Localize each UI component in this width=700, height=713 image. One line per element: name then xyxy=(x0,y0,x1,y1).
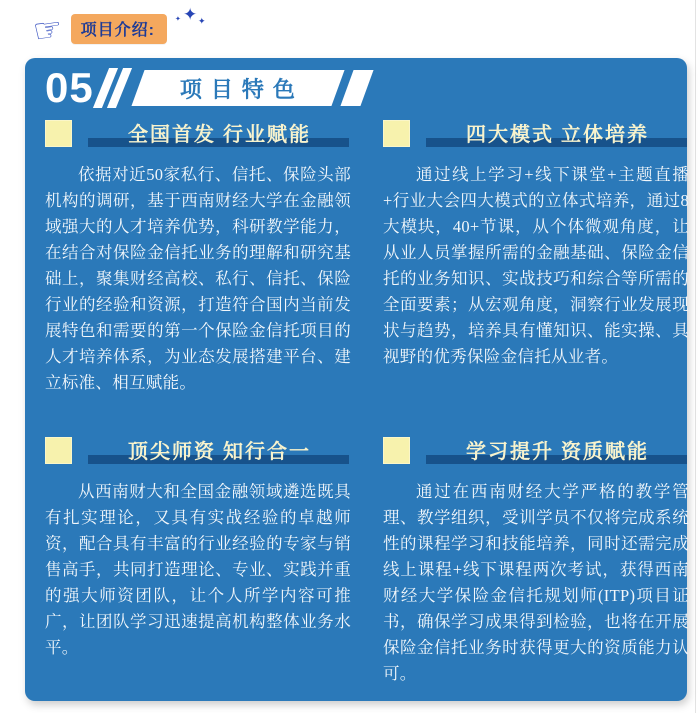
section-title-wrap xyxy=(426,118,689,148)
section-body: 通过线上学习+线下课堂+主题直播+行业大会四大模式的立体式培养，通过8大模块，40+节课，从个体微观角度，让从业人员掌握所需的金融基础、保险金信托的业务知识、实战技巧和综合等所需的全面要素；从宏观角度，洞察行业发展现状与趋势，培养具有懂知识、能实操、具视野的优秀保险金信托从业者。 xyxy=(383,165,689,366)
section-header xyxy=(45,116,351,150)
yellow-square-bullet-icon xyxy=(45,120,72,147)
section-title-wrap xyxy=(88,435,351,465)
panel-title: 项目特色 xyxy=(180,76,305,102)
panel-header xyxy=(45,66,367,110)
pointing-hand-icon: ☞ xyxy=(30,7,66,51)
section-title: 顶尖师资 知行合一 xyxy=(128,441,311,463)
yellow-square-bullet-icon xyxy=(45,437,72,464)
section-title: 学习提升 资质赋能 xyxy=(466,441,649,463)
section-header xyxy=(383,433,689,467)
yellow-square-bullet-icon xyxy=(383,120,410,147)
sparkle-small-icon: ✦ xyxy=(197,17,206,27)
section-qualification xyxy=(383,433,689,687)
section-top-faculty xyxy=(45,433,351,661)
sparkles-icon xyxy=(171,5,211,49)
yellow-square-bullet-icon xyxy=(383,437,410,464)
intro-label: 项目介绍: xyxy=(71,14,167,44)
section-national-first xyxy=(45,116,351,396)
page-edge-line xyxy=(695,0,696,713)
section-body: 从西南财大和全国金融领域遴选既具有扎实理论，又具有实战经验的卓越师资，配合具有丰富的行业经验的专家与销售高手，共同打造理论、专业、实践并重的强大师资团队，让个人所学内容可推广，让团队学习迅速提高机构整体业务水平。 xyxy=(45,482,351,657)
sparkle-tiny-icon: ✦ xyxy=(174,15,181,23)
title-banner xyxy=(131,70,344,106)
section-title: 四大模式 立体培养 xyxy=(466,124,649,146)
sparkle-big-icon: ✦ xyxy=(182,5,198,25)
section-header xyxy=(383,116,689,150)
feature-panel xyxy=(25,58,687,701)
section-body: 通过在西南财经大学严格的教学管理、教学组织，受训学员不仅将完成系统性的课程学习和技能培养，同时还需完成线上课程+线下课程两次考试，获得西南财经大学保险金信托规划师(ITP)项目证书，确保学习成果得到检验，也将在开展保险金信托业务时获得更大的资质能力认可。 xyxy=(383,482,689,683)
section-title-wrap xyxy=(426,435,689,465)
section-number: 05 xyxy=(45,64,94,111)
section-four-modes xyxy=(383,116,689,370)
intro-label-row xyxy=(30,5,211,52)
section-title-wrap xyxy=(88,118,351,148)
section-header xyxy=(45,433,351,467)
banner-tip-decor xyxy=(340,70,373,106)
section-body: 依据对近50家私行、信托、保险头部机构的调研，基于西南财经大学在金融领域强大的人才培养优势，科研教学能力，在结合对保险金信托业务的理解和研究基础上，聚集财经高校、私行、信托、保险行业的经验和资源，打造符合国内当前发展特色和需要的第一个保险金信托项目的人才培养体系，为业态发展搭建平台、建立标准、相互赋能。 xyxy=(45,165,351,392)
section-title: 全国首发 行业赋能 xyxy=(128,124,311,146)
